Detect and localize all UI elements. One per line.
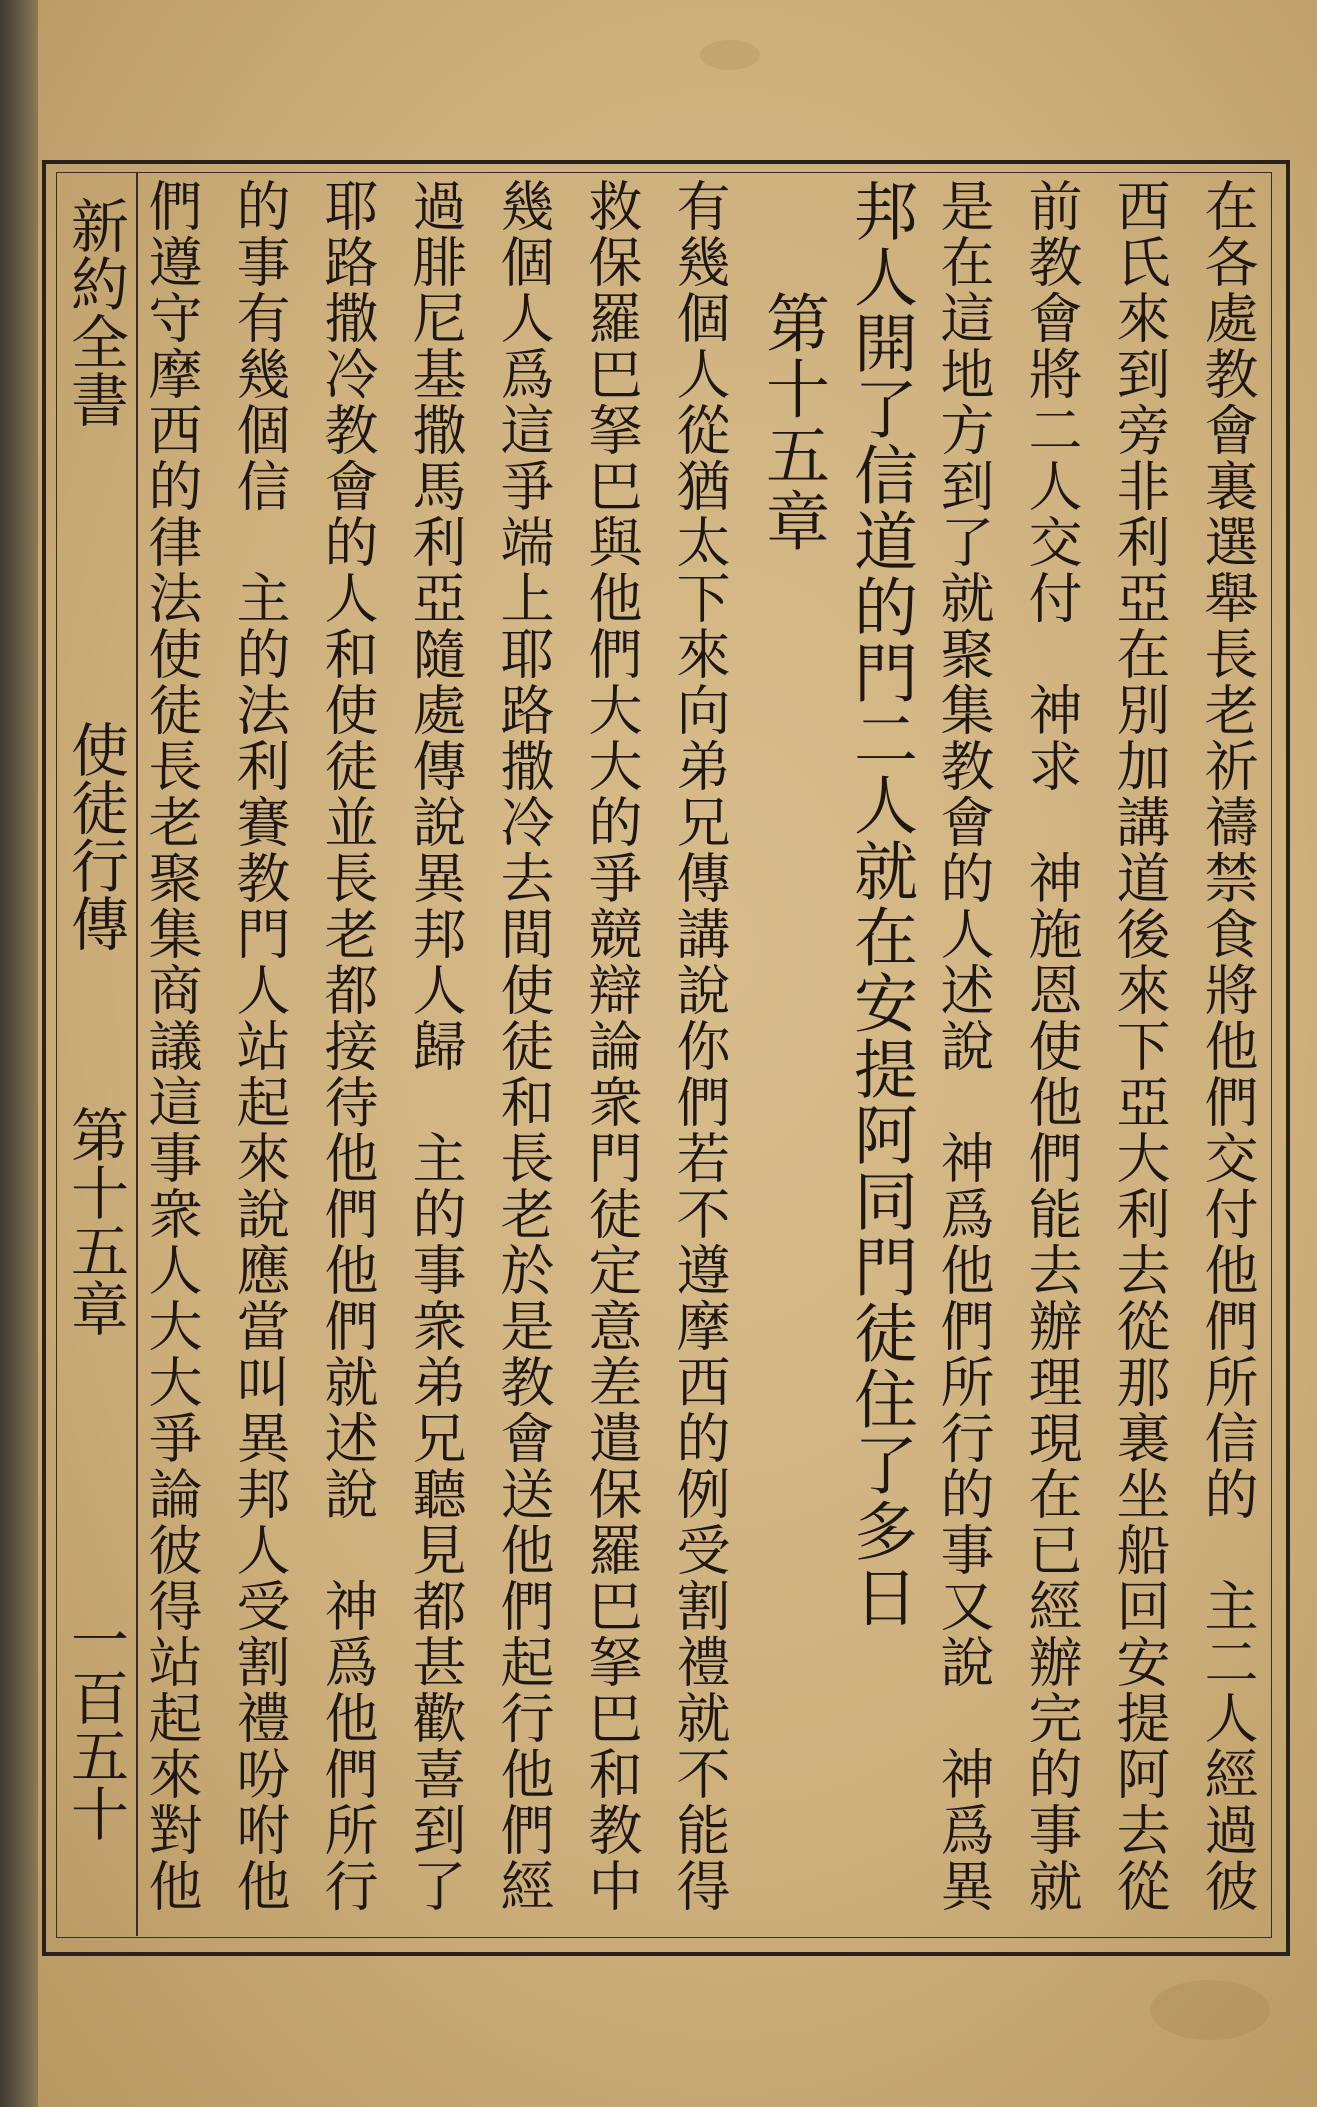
text-column: 幾個人爲這爭端上耶路撒冷去間使徒和長老於是教會送他們起行他們經 bbox=[492, 178, 555, 1914]
text-column: 有幾個人從猶太下來向弟兄傳講說你們若不遵摩西的例受割禮就不能得 bbox=[668, 178, 731, 1914]
text-column: 救保羅巴拏巴與他們大大的爭競辯論衆門徒定意差遣保羅巴拏巴和教中 bbox=[580, 178, 643, 1914]
text-column: 耶路撒冷教會的人和使徒並長老都接待他們他們就述說 神爲他們所行 bbox=[316, 178, 379, 1914]
book-spine bbox=[0, 0, 38, 2107]
text-column: 過腓尼基撒馬利亞隨處傳說異邦人歸 主的事衆弟兄聽見都甚歡喜到了 bbox=[404, 178, 467, 1914]
text-column: 是在這地方到了就聚集教會的人述說 神爲他們所行的事又說 神爲異 bbox=[932, 178, 995, 1914]
chapter-heading: 第十五章 bbox=[755, 290, 829, 554]
text-column: 前教會將二人交付 神求 神施恩使他們能去辦理現在已經辦完的事就 bbox=[1020, 178, 1083, 1914]
paper-stain bbox=[700, 40, 760, 70]
chapter-label: 第十五章 bbox=[61, 1105, 129, 1337]
book-title: 新約全書 bbox=[61, 196, 129, 428]
text-column: 們遵守摩西的律法使徒長老聚集商議這事衆人大大爭論彼得站起來對他 bbox=[140, 178, 203, 1914]
text-column: 的事有幾個信 主的法利賽教門人站起來說應當叫異邦人受割禮吩咐他 bbox=[228, 178, 291, 1914]
text-column: 西氏來到旁非利亞在別加講道後來下亞大利去從那裏坐船回安提阿去從 bbox=[1108, 178, 1171, 1914]
page-number: 一百五十 bbox=[61, 1610, 129, 1842]
text-column: 邦人開了信道的門二人就在安提阿同門徒住了多日 bbox=[843, 178, 917, 1630]
section-title: 使徒行傳 bbox=[61, 720, 129, 952]
text-column: 在各處教會裏選舉長老祈禱禁食將他們交付他們所信的 主二人經過彼 bbox=[1196, 178, 1259, 1914]
paper-stain bbox=[1150, 1980, 1270, 2040]
